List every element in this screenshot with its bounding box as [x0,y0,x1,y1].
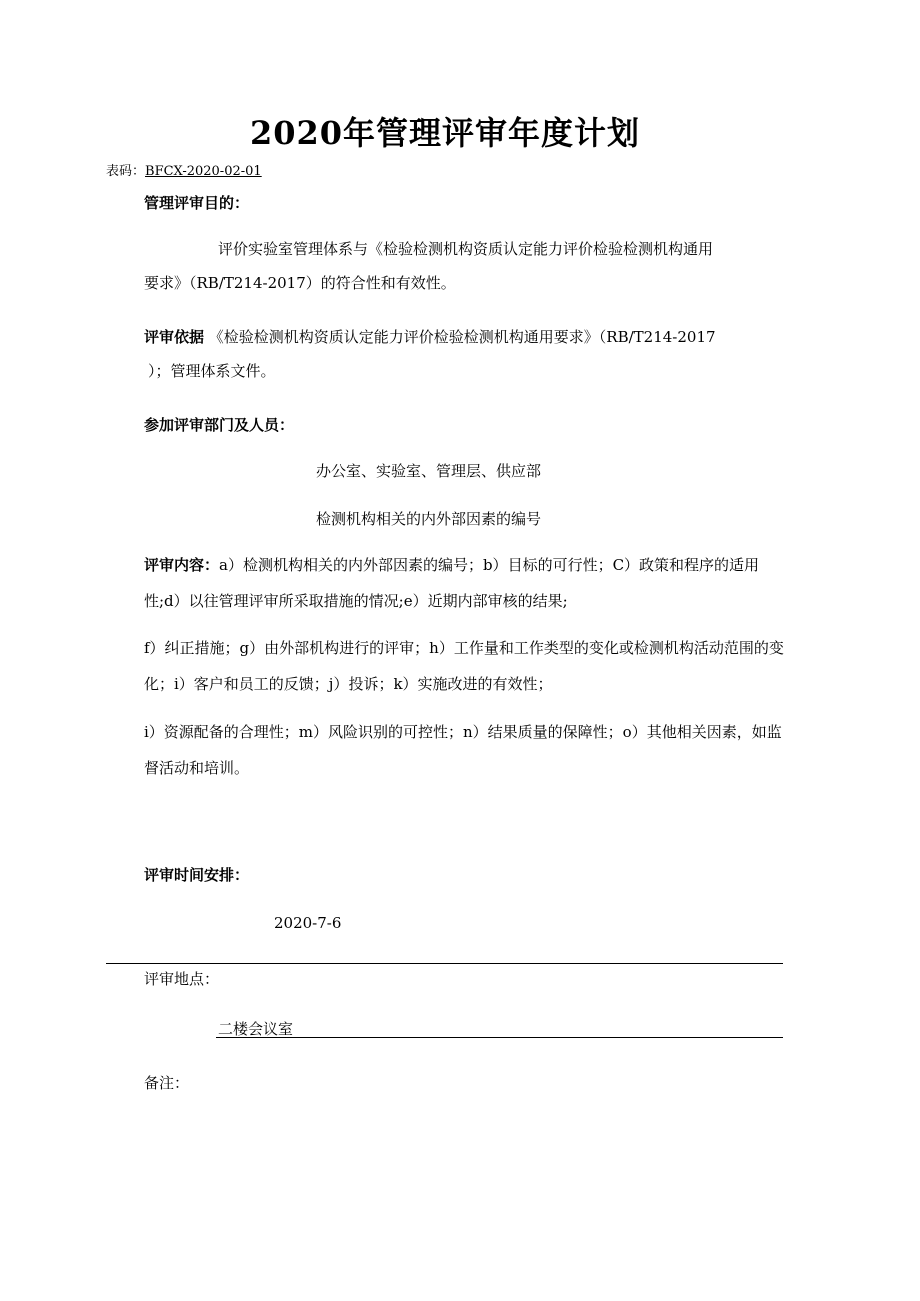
content-text-1: a）检测机构相关的内外部因素的编号；b）目标的可行性；C）政策和程序的适用性;d）以往管理评审所采取措施的情况;e）近期内部审核的结果; [144,556,760,610]
participants-departments: 办公室、实验室、管理层、供应部 [316,462,542,480]
participants-heading: 参加评审部门及人员： [144,416,295,434]
purpose-line-1: 评价实验室管理体系与《检验检测机构资质认定能力评价检验检测机构通用 [218,240,714,258]
location-label: 评审地点： [144,970,220,988]
content-label: 评审内容： [144,556,220,574]
basis-line-1 [144,326,716,347]
divider-line [106,963,783,964]
location-underline [216,1037,783,1038]
content-paragraph-3: i）资源配备的合理性；m）风险识别的可控性；n）结果质量的保障性；o）其他相关因素，如监督活动和培训。 [144,723,782,777]
form-code-value: BFCX-2020-02-01 [145,164,262,179]
participants-note: 检测机构相关的内外部因素的编号 [316,510,542,528]
form-code [106,160,262,179]
basis-text-1: 《检验检测机构资质认定能力评价检验检测机构通用要求》（RB/T214-2017 [208,328,716,346]
remarks-label: 备注： [144,1074,190,1092]
basis-line-2: ）；管理体系文件。 [148,362,276,380]
content-paragraph-1 [144,547,784,619]
schedule-date: 2020-7-6 [274,914,342,932]
form-code-label: 表码： [106,164,146,179]
purpose-heading: 管理评审目的： [144,194,250,212]
location-value: 二楼会议室 [218,1020,294,1038]
content-paragraph-2: f）纠正措施；g）由外部机构进行的评审；h）工作量和工作类型的变化或检测机构活动范围的变化；i）客户和员工的反馈；j）投诉；k）实施改进的有效性； [144,639,784,693]
page-title: 2020年管理评审年度计划 [249,114,641,152]
purpose-line-2: 要求》（RB/T214-2017）的符合性和有效性。 [144,274,456,292]
basis-label: 评审依据 [144,328,205,346]
schedule-heading: 评审时间安排： [144,866,250,884]
